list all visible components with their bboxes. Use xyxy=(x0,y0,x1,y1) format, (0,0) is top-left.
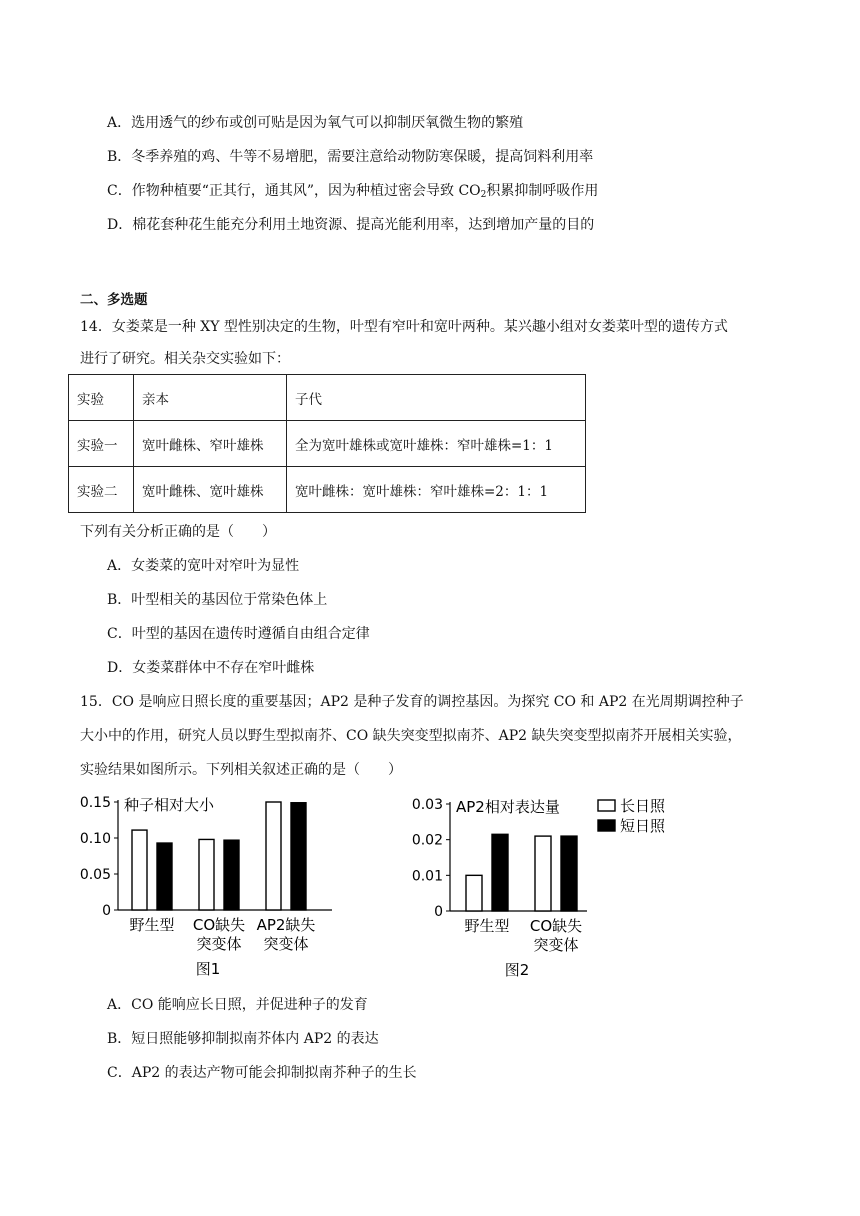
bar xyxy=(157,843,172,910)
q14-option-c: C．叶型的基因在遗传时遵循自由组合定律 xyxy=(107,626,370,642)
chart-ap2-expression xyxy=(405,788,695,983)
bar xyxy=(199,839,214,910)
bar xyxy=(132,830,147,910)
chart-seed-size xyxy=(70,788,370,983)
q14-option-b: B．叶型相关的基因位于常染色体上 xyxy=(107,592,328,608)
x-tick-label: 突变体 xyxy=(533,936,579,954)
q15-option-a: A．CO 能响应长日照，并促进种子的发育 xyxy=(107,997,368,1013)
legend-swatch xyxy=(598,820,615,831)
bar xyxy=(266,802,281,910)
q13-option-c-subscript: 2 xyxy=(480,190,487,200)
bar xyxy=(492,834,508,911)
chart-title: 种子相对大小 xyxy=(124,796,215,814)
table-cell: 实验二 xyxy=(69,467,134,513)
q13-option-a: A．选用透气的纱布或创可贴是因为氧气可以抑制厌氧微生物的繁殖 xyxy=(107,115,524,131)
table-cell: 实验一 xyxy=(69,421,134,467)
q14-question: 下列有关分析正确的是（ ） xyxy=(80,524,276,540)
q14-option-d: D．女娄菜群体中不存在窄叶雌株 xyxy=(107,660,315,676)
x-tick-label: CO缺失 xyxy=(192,916,246,934)
q15-stem-line1: 15．CO 是响应日照长度的重要基因；AP2 是种子发育的调控基因。为探究 CO 和 AP2 在光周期调控种子 xyxy=(80,694,744,710)
q13-option-b: B．冬季养殖的鸡、牛等不易增肥，需要注意给动物防寒保暖，提高饲料利用率 xyxy=(107,149,594,165)
x-tick-label: 突变体 xyxy=(196,935,242,953)
q14-option-a: A．女娄菜的宽叶对窄叶为显性 xyxy=(107,558,300,574)
experiment-table xyxy=(68,374,586,513)
table-header-row xyxy=(69,375,586,421)
y-tick-label: 0.05 xyxy=(79,867,111,883)
legend-swatch xyxy=(598,800,615,811)
bar xyxy=(291,803,306,910)
q13-option-d: D．棉花套种花生能充分利用土地资源、提高光能利用率，达到增加产量的目的 xyxy=(107,217,595,233)
y-tick-label: 0.03 xyxy=(411,797,443,813)
table-row xyxy=(69,467,586,513)
table-header-cell: 亲本 xyxy=(134,375,287,421)
x-tick-label: AP2缺失 xyxy=(256,916,316,934)
y-tick-label: 0.15 xyxy=(79,795,111,811)
bar xyxy=(535,836,551,911)
legend-label: 长日照 xyxy=(620,797,666,815)
y-tick-label: 0.10 xyxy=(79,831,111,847)
bar xyxy=(561,836,577,911)
x-tick-label: 野生型 xyxy=(129,916,175,934)
legend-label: 短日照 xyxy=(620,817,666,835)
q15-stem-line3: 实验结果如图所示。下列相关叙述正确的是（ ） xyxy=(80,762,402,778)
table-cell: 宽叶雌株、窄叶雄株 xyxy=(134,421,287,467)
q13-option-c-tail: 积累抑制呼吸作用 xyxy=(486,183,599,199)
x-tick-label: CO缺失 xyxy=(529,917,583,935)
bar xyxy=(224,840,239,910)
q15-option-c: C．AP2 的表达产物可能会抑制拟南芥种子的生长 xyxy=(107,1065,417,1081)
y-tick-label: 0 xyxy=(434,904,443,920)
q15-stem-line2: 大小中的作用，研究人员以野生型拟南芥、CO 缺失突变型拟南芥、AP2 缺失突变型拟南芥开展相关实验， xyxy=(80,728,742,744)
y-tick-label: 0 xyxy=(102,903,111,919)
q13-option-c-text: C．作物种植要“正其行，通其风”，因为种植过密会导致 CO xyxy=(107,183,481,199)
table-cell: 宽叶雌株：宽叶雄株：窄叶雄株=2：1：1 xyxy=(287,467,586,513)
q14-stem-line2: 进行了研究。相关杂交实验如下： xyxy=(80,351,290,367)
q14-stem-line1: 14．女娄菜是一种 XY 型性别决定的生物，叶型有窄叶和宽叶两种。某兴趣小组对女娄菜叶型的遗传方式 xyxy=(80,319,728,335)
x-tick-label: 突变体 xyxy=(263,935,309,953)
q15-option-b: B．短日照能够抑制拟南芥体内 AP2 的表达 xyxy=(107,1031,379,1047)
table-cell: 宽叶雌株、宽叶雄株 xyxy=(134,467,287,513)
chart-title: AP2相对表达量 xyxy=(456,798,560,816)
table-row xyxy=(69,421,586,467)
table-cell: 全为宽叶雄株或宽叶雄株：窄叶雄株=1：1 xyxy=(287,421,586,467)
table-header-cell: 子代 xyxy=(287,375,586,421)
y-tick-label: 0.01 xyxy=(411,868,443,885)
table-header-cell: 实验 xyxy=(69,375,134,421)
q13-option-c xyxy=(107,180,598,200)
section-title: 二、多选题 xyxy=(80,292,148,308)
bar xyxy=(466,875,482,911)
figure-caption: 图2 xyxy=(504,961,530,979)
figure-caption: 图1 xyxy=(195,960,221,978)
y-tick-label: 0.02 xyxy=(411,832,443,849)
x-tick-label: 野生型 xyxy=(464,917,510,935)
